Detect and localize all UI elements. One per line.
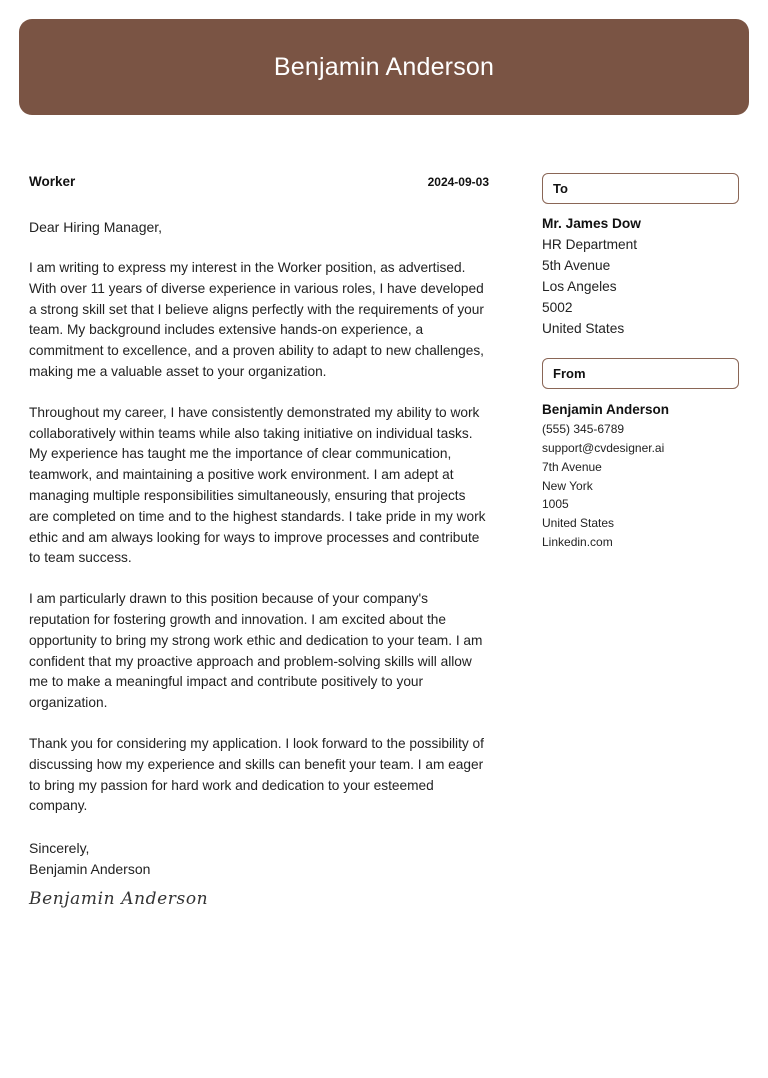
recipient-department: HR Department: [542, 236, 638, 252]
position-title: Worker: [29, 174, 76, 189]
sender-email: support@cvdesigner.ai: [542, 441, 665, 456]
sender-phone: (555) 345-6789: [542, 422, 625, 437]
header-banner: [19, 19, 749, 115]
letter-meta: [29, 174, 489, 189]
paragraph: I am particularly drawn to this position because of your company's reputation for fostering growth and innovation. I am excited about the opportunity to bring my strong work ethic and dedication to your team. I am confident that my proactive approach and problem-solving skills will allow me to make a meaningful impact and contribute positively to your organization.: [29, 591, 483, 711]
to-label: To: [553, 181, 568, 196]
closing-phrase: Sincerely,: [29, 840, 90, 857]
recipient-address: [542, 214, 739, 339]
closing: [29, 838, 489, 880]
sender-street: 7th Avenue: [542, 459, 602, 474]
handwritten-signature: Benjamin Anderson: [29, 889, 209, 910]
to-label-box: [542, 173, 739, 204]
letter-body: [29, 170, 489, 909]
recipient-street: 5th Avenue: [542, 257, 611, 273]
recipient-name: Mr. James Dow: [542, 216, 641, 231]
sender-country: United States: [542, 515, 615, 530]
sender-name: Benjamin Anderson: [542, 402, 670, 418]
recipient-country: United States: [542, 320, 625, 336]
recipient-city: Los Angeles: [542, 278, 617, 294]
recipient-zip: 5002: [542, 299, 573, 315]
sender-zip: 1005: [542, 497, 569, 512]
sender-address: [542, 399, 739, 551]
from-label-box: [542, 358, 739, 389]
sender-city: New York: [542, 478, 593, 493]
paragraph: Throughout my career, I have consistently demonstrated my ability to work collaboratively within teams while also taking initiative on individual tasks. My experience has taught me the importance of clear communication, teamwork, and maintaining a positive work environment. I am adept at managing multiple responsibilities simultaneously, ensuring that projects are completed on time and to the highest standards. I take pride in my work ethic and am always looking for ways to improve processes and contribute to team success.: [29, 404, 486, 566]
closing-name: Benjamin Anderson: [29, 861, 151, 878]
address-sidebar: [542, 173, 739, 551]
sender-website: Linkedin.com: [542, 534, 613, 549]
applicant-name-title: Benjamin Anderson: [273, 52, 495, 81]
paragraph: Thank you for considering my application. I look forward to the possibility of discussing how my experience and skills can benefit your team. I am eager to bring my passion for hard work and dedication to your esteemed company.: [29, 735, 484, 814]
paragraph: I am writing to express my interest in the Worker position, as advertised. With over 11 years of diverse experience in various roles, I have developed a strong skill set that I believe aligns perfectly with the requirements of your team. My background includes extensive hands-on experience, a commitment to excellence, and a proven ability to adapt to new challenges, making me a valuable asset to your organization.: [29, 260, 484, 379]
from-label: From: [553, 366, 586, 382]
salutation: Dear Hiring Manager,: [29, 219, 163, 235]
letter-date: 2024-09-03: [427, 175, 489, 189]
